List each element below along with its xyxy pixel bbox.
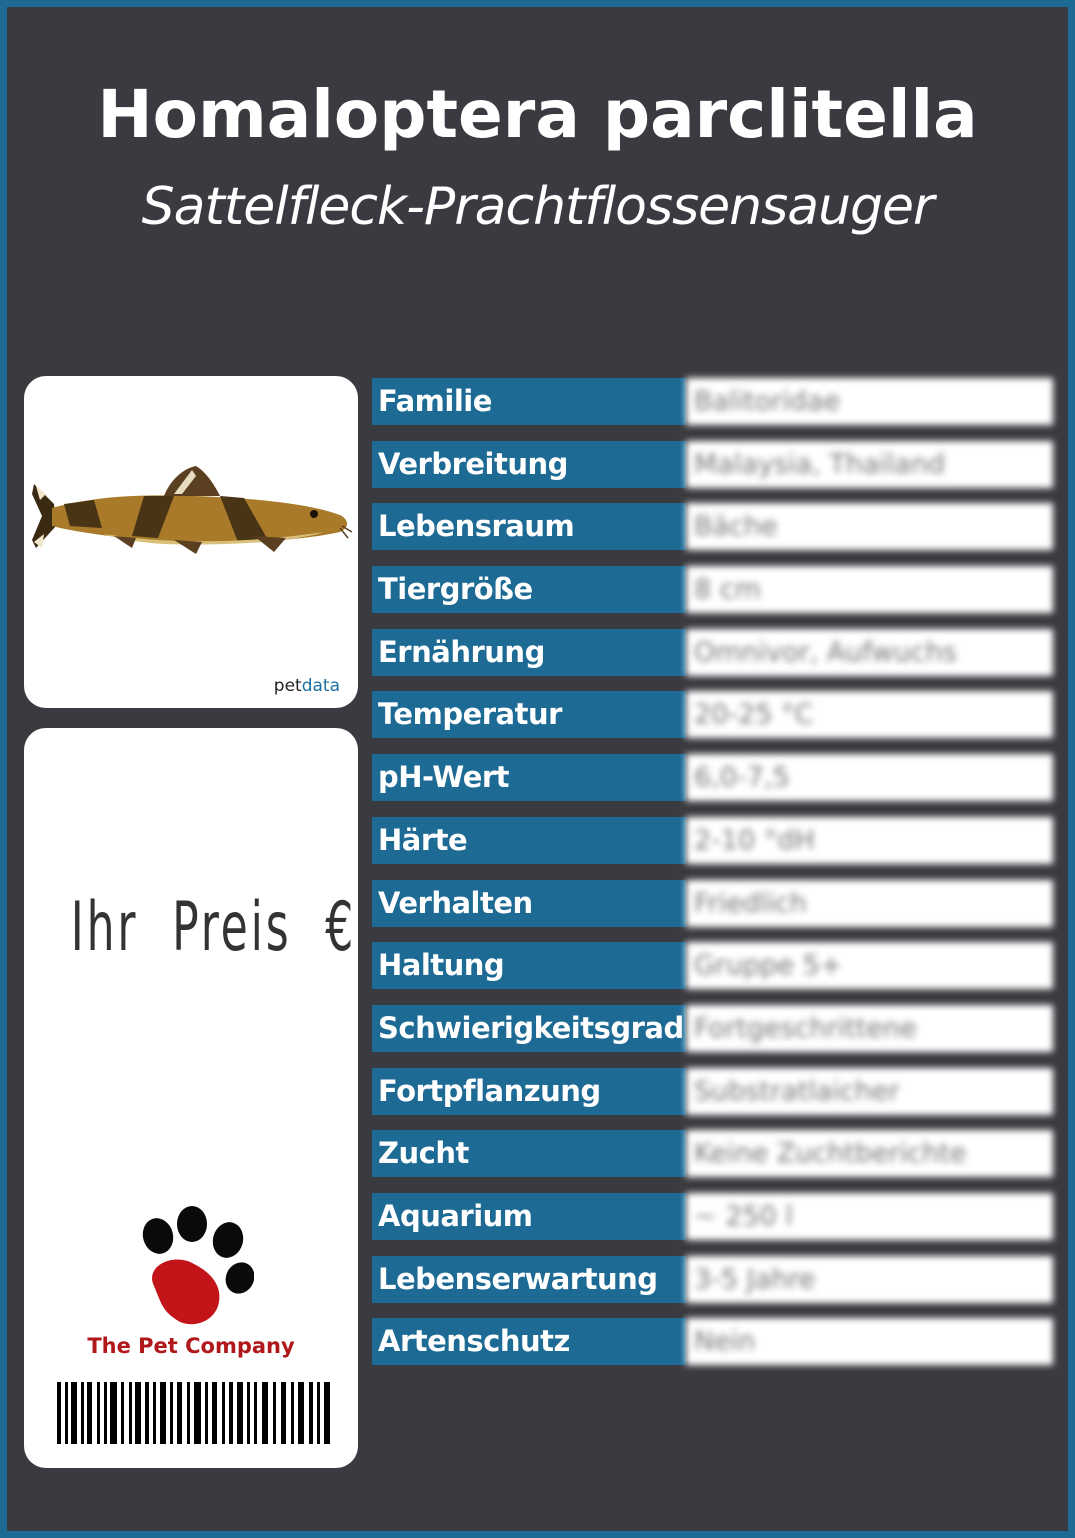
fact-value: 6,0-7,5 [686, 754, 1053, 801]
fact-row-ernaehrung [372, 629, 1053, 676]
fact-row-ph-wert [372, 754, 1053, 801]
fact-value: 3-5 Jahre [686, 1256, 1053, 1303]
fact-row-lebenserwartung [372, 1256, 1053, 1303]
fact-row-haerte [372, 817, 1053, 864]
fact-row-lebensraum [372, 503, 1053, 550]
fact-value: ~ 250 l [686, 1193, 1053, 1240]
fact-value: Malaysia, Thailand [686, 441, 1053, 488]
petdata-logo: petdata [273, 676, 340, 696]
species-common-name: Sattelfleck-Prachtflossensauger [141, 177, 934, 237]
fact-row-temperatur [372, 691, 1053, 738]
fact-label: Lebenserwartung [372, 1256, 686, 1303]
price-label: Ihr Preis € [70, 888, 357, 967]
fact-value: Nein [686, 1318, 1053, 1365]
paw-logo-icon [134, 1206, 254, 1330]
fact-value: Keine Zuchtberichte [686, 1130, 1053, 1177]
fact-value: 2-10 °dH [686, 817, 1053, 864]
fact-value: Balitoridae [686, 378, 1053, 425]
fact-value: Fortgeschrittene [686, 1005, 1053, 1052]
fact-row-artenschutz [372, 1318, 1053, 1365]
fact-row-familie [372, 378, 1053, 425]
fact-row-aquarium [372, 1193, 1053, 1240]
fact-label: Artenschutz [372, 1318, 686, 1365]
fact-value: Friedlich [686, 880, 1053, 927]
fact-label: Schwierigkeitsgrad [372, 1005, 686, 1052]
fact-label: Lebensraum [372, 503, 686, 550]
fish-photo-panel [24, 376, 358, 708]
fact-label: Ernährung [372, 629, 686, 676]
company-name: The Pet Company [87, 1334, 295, 1358]
fact-value: 8 cm [686, 566, 1053, 613]
fact-label: Zucht [372, 1130, 686, 1177]
fact-value: Gruppe 5+ [686, 942, 1053, 989]
fact-label: Verbreitung [372, 441, 686, 488]
fact-label: Temperatur [372, 691, 686, 738]
fact-row-fortpflanzung [372, 1068, 1053, 1115]
fact-label: Haltung [372, 942, 686, 989]
fact-label: Fortpflanzung [372, 1068, 686, 1115]
fact-value: Bäche [686, 503, 1053, 550]
price-panel [24, 728, 358, 1468]
fish-image [24, 376, 358, 708]
fact-value: Omnivor, Aufwuchs [686, 629, 1053, 676]
fact-label: Verhalten [372, 880, 686, 927]
species-title: Homaloptera parclitella [97, 76, 978, 153]
fact-label: Aquarium [372, 1193, 686, 1240]
species-facts-table [372, 378, 1053, 1381]
fact-row-verbreitung [372, 441, 1053, 488]
fact-row-schwierigkeitsgrad [372, 1005, 1053, 1052]
barcode-icon [57, 1382, 333, 1444]
fact-label: Tiergröße [372, 566, 686, 613]
fact-row-haltung [372, 942, 1053, 989]
fact-row-zucht [372, 1130, 1053, 1177]
fact-value: 20-25 °C [686, 691, 1053, 738]
fact-label: pH-Wert [372, 754, 686, 801]
fact-row-verhalten [372, 880, 1053, 927]
fact-value: Substratlaicher [686, 1068, 1053, 1115]
fact-row-tiergroesse [372, 566, 1053, 613]
fact-label: Härte [372, 817, 686, 864]
fact-label: Familie [372, 378, 686, 425]
